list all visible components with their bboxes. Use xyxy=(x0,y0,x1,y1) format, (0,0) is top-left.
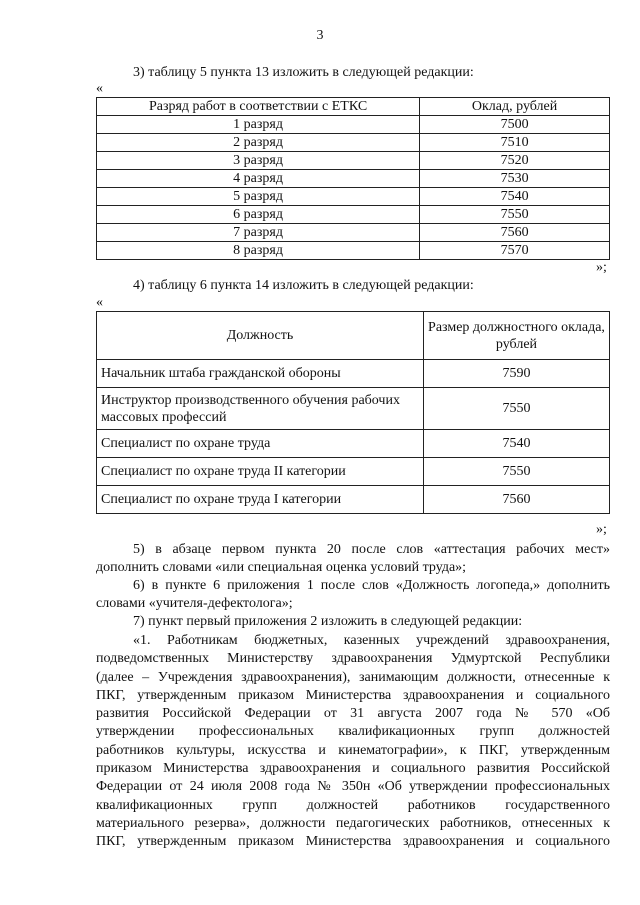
table-cell: 4 разряд xyxy=(97,170,420,188)
table-row xyxy=(97,116,610,134)
item-3-text: 3) таблицу 5 пункта 13 изложить в следующей редакции: xyxy=(133,65,474,80)
paragraph-line: ПКГ, утвержденным приказом Министерства здравоохранения и социального xyxy=(96,687,610,703)
table-cell: Инструктор производственного обучения рабочих массовых профессий xyxy=(97,388,424,430)
table-cell: Специалист по охране труда II категории xyxy=(97,458,424,486)
table6-header-position: Должность xyxy=(97,312,424,360)
table-cell: Специалист по охране труда xyxy=(97,430,424,458)
table-cell: Специалист по охране труда I категории xyxy=(97,486,424,514)
item-6-paragraph xyxy=(96,577,610,614)
table-cell: Начальник штаба гражданской обороны xyxy=(97,360,424,388)
table5-open-quote: « xyxy=(96,81,103,96)
table-cell: 7 разряд xyxy=(97,224,420,242)
item-7-text: 7) пункт первый приложения 2 изложить в следующей редакции: xyxy=(133,614,523,629)
table6-close-quote: »; xyxy=(596,522,607,537)
table-row xyxy=(97,152,610,170)
table-row xyxy=(97,486,610,514)
table-row xyxy=(97,360,610,388)
table-row xyxy=(97,242,610,260)
item-5-paragraph xyxy=(96,541,610,578)
table-cell: 7550 xyxy=(423,458,609,486)
table5-close-quote: »; xyxy=(596,260,607,275)
table-cell: 7540 xyxy=(423,430,609,458)
table-cell: 7560 xyxy=(423,486,609,514)
paragraph-line: развития Российской Федерации от 31 августа 2007 года № 570 «Об xyxy=(96,706,610,722)
table-row xyxy=(97,134,610,152)
table-row xyxy=(97,170,610,188)
table5-header-salary: Оклад, рублей xyxy=(420,98,610,116)
table-row xyxy=(97,388,610,430)
table-row xyxy=(97,224,610,242)
table5-header-rank: Разряд работ в соответствии с ЕТКС xyxy=(97,98,420,116)
table-row xyxy=(97,430,610,458)
table-cell: 7560 xyxy=(420,224,610,242)
paragraph-line: утверждении профессиональных квалификационных групп должностей xyxy=(96,724,610,740)
table-cell: 3 разряд xyxy=(97,152,420,170)
table-cell: 2 разряд xyxy=(97,134,420,152)
table-cell: 6 разряд xyxy=(97,206,420,224)
paragraph-line: словами «учителя-дефектолога»; xyxy=(96,596,293,612)
table-cell: 7590 xyxy=(423,360,609,388)
paragraph-line: квалификационных групп должностей работников государственного xyxy=(96,797,610,813)
table-cell: 7550 xyxy=(423,388,609,430)
table-cell: 8 разряд xyxy=(97,242,420,260)
table-cell: 7550 xyxy=(420,206,610,224)
paragraph-line: 5) в абзаце первом пункта 20 после слов «аттестация рабочих мест» xyxy=(133,542,610,557)
table-5 xyxy=(96,97,610,260)
paragraph-line: подведомственных Министерству здравоохранения Удмуртской Республики xyxy=(96,651,610,667)
paragraph-line: работников культуры, искусства и кинематографии», к ПКГ, утвержденным xyxy=(96,742,610,758)
table-row xyxy=(97,206,610,224)
table-cell: 7520 xyxy=(420,152,610,170)
item-7-paragraph xyxy=(96,632,610,852)
paragraph-line: приказом Министерства здравоохранения и социального развития Российской xyxy=(96,761,610,777)
paragraph-line: 6) в пункте 6 приложения 1 после слов «Должность логопеда,» дополнить xyxy=(133,578,610,593)
paragraph-line: дополнить словами «или специальная оценка условий труда»; xyxy=(96,560,467,576)
paragraph-line: материального резерва», должности педагогических работников, отнесенных к xyxy=(96,815,610,831)
paragraph-line: Федерации от 24 июля 2008 года № 350н «Об утверждении профессиональных xyxy=(96,779,610,795)
table-cell: 7530 xyxy=(420,170,610,188)
table-cell: 7510 xyxy=(420,134,610,152)
paragraph-line: (далее – Учреждения здравоохранения), занимающим должности, отнесенные к xyxy=(96,669,610,685)
table-cell: 1 разряд xyxy=(97,116,420,134)
item-4-text: 4) таблицу 6 пункта 14 изложить в следующей редакции: xyxy=(133,278,474,293)
paragraph-line: «1. Работникам бюджетных, казенных учреждений здравоохранения, xyxy=(133,633,610,648)
table6-header-salary: Размер должностного оклада, рублей xyxy=(423,312,609,360)
table6-open-quote: « xyxy=(96,295,103,310)
table-cell: 7570 xyxy=(420,242,610,260)
table-cell: 5 разряд xyxy=(97,188,420,206)
table-6 xyxy=(96,311,610,514)
page-number: 3 xyxy=(316,28,324,43)
table-cell: 7540 xyxy=(420,188,610,206)
table-cell: 7500 xyxy=(420,116,610,134)
paragraph-line: ПКГ, утвержденным приказом Министерства здравоохранения и социального xyxy=(96,834,610,850)
table-row xyxy=(97,458,610,486)
table-row xyxy=(97,188,610,206)
